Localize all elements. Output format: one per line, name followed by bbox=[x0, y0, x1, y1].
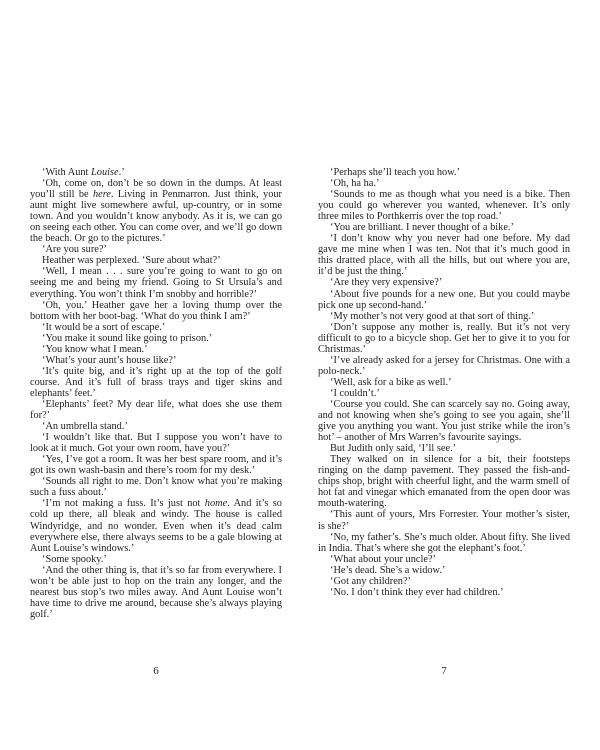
paragraph: ‘I don’t know why you never had one before. My dad gave me mine when I was ten. Not that it’s much good in this dratted place, with all the hills, but out where you are, it’d be just the thing.’ bbox=[318, 233, 570, 278]
paragraph: ‘It’s quite big, and it’s right up at the top of the golf course. And it’s full of brass trays and tiger skins and elephants’ feet.’ bbox=[30, 365, 282, 399]
italic-word: here bbox=[92, 189, 111, 201]
paragraph: ‘Are they very expensive?’ bbox=[330, 277, 443, 289]
paragraph: ‘Oh, ha ha.’ bbox=[330, 178, 380, 190]
paragraph: ‘I couldn’t.’ bbox=[330, 387, 380, 399]
paragraph: ‘This aunt of yours, Mrs Forrester. Your mother’s sister, is she?’ bbox=[318, 509, 570, 532]
paragraph: ‘You know what I mean.’ bbox=[42, 343, 148, 355]
paragraph: ‘About five pounds for a new one. But you could maybe pick one up second-hand.’ bbox=[318, 288, 570, 311]
italic-word: home bbox=[204, 498, 228, 510]
paragraph: ‘You are brilliant. I never thought of a bike.’ bbox=[330, 222, 514, 234]
paragraph: ‘No, my father’s. She’s much older. About fifty. She lived in India. That’s where she got the elephant’s foot.’ bbox=[318, 531, 570, 554]
right-page bbox=[318, 167, 570, 677]
paragraph: ‘I’m not making a fuss. It’s just not home. And it’s so cold up there, all bleak and windy. The house is called Windyridge, and no wonder. Even when it’s dead calm everywhere else, there always seems to be a gale blowing at Aunt Louise’s windows.’ bbox=[30, 498, 282, 554]
paragraph: ‘No. I don’t think they ever had children.’ bbox=[330, 586, 504, 598]
paragraph: ‘Sounds all right to me. Don’t know what you’re making such a fuss about.’ bbox=[30, 476, 282, 499]
paragraph: ‘An umbrella stand.’ bbox=[42, 421, 128, 433]
paragraph: ‘And the other thing is, that it’s so far from everywhere. I won’t be able just to hop on the train any longer, and the nearest bus stop’s two miles away. And Aunt Louise won’t have time to drive me around, because she’s always playing golf.’ bbox=[30, 564, 282, 620]
paragraph: ‘Perhaps she’ll teach you how.’ bbox=[330, 167, 461, 178]
page-number: 6 bbox=[153, 665, 159, 677]
paragraph: ‘With Aunt Louise.’ bbox=[42, 167, 125, 178]
paragraph: ‘Oh, you.’ Heather gave her a loving thump over the bottom with her boot-bag. ‘What do you think I am?’ bbox=[30, 299, 282, 322]
paragraph: ‘Yes, I’ve got a room. It was her best spare room, and it’s got its own wash-basin and there’s room for my desk.’ bbox=[30, 454, 282, 477]
paragraph: They walked on in silence for a bit, their footsteps ringing on the damp pavement. They passed the fish-and-chips shop, bright with cheerful light, and the warm smell of hot fat and vinegar which emanated from the open door was mouth-watering. bbox=[318, 454, 570, 510]
italic-word: Louise bbox=[91, 167, 119, 178]
paragraph: ‘Sounds to me as though what you need is a bike. Then you could go wherever you wanted, whenever. It’s only three miles to Porthkerris over the top road.’ bbox=[318, 189, 570, 223]
left-page-text bbox=[30, 167, 282, 620]
paragraph: ‘You make it sound like going to prison.’ bbox=[42, 332, 213, 344]
paragraph: ‘Elephants’ feet? My dear life, what does she use them for?’ bbox=[30, 398, 282, 422]
paragraph: ‘What’s your aunt’s house like?’ bbox=[42, 354, 177, 366]
page-number: 7 bbox=[441, 665, 447, 677]
paragraph: But Judith only said, ‘I’ll see.’ bbox=[330, 443, 457, 455]
paragraph: ‘Well, ask for a bike as well.’ bbox=[330, 376, 452, 388]
paragraph: ‘What about your uncle?’ bbox=[330, 553, 436, 565]
paragraph: ‘Got any children?’ bbox=[330, 575, 411, 587]
paragraph: ‘Are you sure?’ bbox=[42, 244, 107, 256]
paragraph: ‘Don’t suppose any mother is, really. But it’s not very difficult to go to a bicycle shop. Get her to give it to you for Christmas.’ bbox=[318, 321, 570, 355]
paragraph: ‘I’ve already asked for a jersey for Christmas. One with a polo-neck.’ bbox=[318, 354, 570, 377]
paragraph: ‘Well, I mean . . . sure you’re going to want to go on seeing me and being my friend. Going to St Ursula’s and everything. You won’t think I’m snobby and horrible?’ bbox=[30, 266, 282, 300]
paragraph: ‘I wouldn’t like that. But I suppose you won’t have to look at it much. Got your own room, have you?’ bbox=[30, 432, 282, 455]
paragraph: ‘Oh, come on, don’t be so down in the dumps. At least you’ll still be here. Living in Penmarron. Just think, your aunt might live somewhere awful, up-country, or in some town. And you wouldn’t know anybody. As it is, we can go on seeing each other. You can come over, and we’ll go down the beach. Or go to the pictures.’ bbox=[30, 178, 283, 245]
paragraph: ‘My mother’s not very good at that sort of thing.’ bbox=[330, 310, 535, 322]
paragraph: ‘Some spooky.’ bbox=[42, 553, 107, 565]
paragraph: ‘It would be a sort of escape.’ bbox=[42, 321, 166, 333]
paragraph: ‘He’s dead. She’s a widow.’ bbox=[330, 564, 446, 576]
paragraph: Heather was perplexed. ‘Sure about what?’ bbox=[42, 255, 221, 267]
right-page-text bbox=[318, 167, 570, 598]
paragraph: ‘Course you could. She can scarcely say no. Going away, and not knowing when she’s going to see you again, she’ll give you anything you want. You just strike while the iron’s hot’ – another of Mrs Warren’s favourite sayings. bbox=[318, 398, 570, 444]
left-page bbox=[30, 167, 283, 677]
